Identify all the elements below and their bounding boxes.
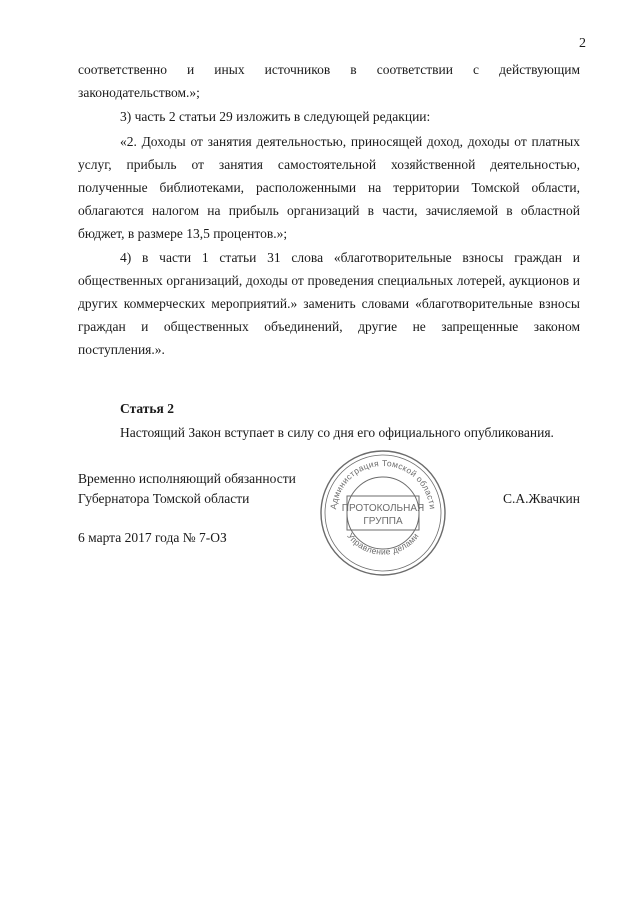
official-stamp <box>318 448 448 578</box>
signatory-position-line-1: Временно исполняющий обязанности <box>78 471 296 486</box>
page-number: 2 <box>579 36 586 51</box>
law-date-number: 6 марта 2017 года № 7-ОЗ <box>78 530 227 545</box>
article-2-text: Настоящий Закон вступает в силу со дня его официального опубликования. <box>120 425 554 440</box>
stamp-center-line-2: ГРУППА <box>363 516 403 527</box>
paragraph-item-4: 4) в части 1 статьи 31 слова «благотворительные взносы граждан и общественных организаций, доходы от проведения специальных лотерей, аукционов и других коммерческих мероприятий.» заменить словами «благотворительные взносы граждан и общественных объединений, другие не запрещенные законом поступления.». <box>78 250 580 357</box>
stamp-bottom-text: Управление делами <box>345 530 421 557</box>
signatory-position-line-2: Губернатора Томской области <box>78 491 250 506</box>
paragraph-item-3: 3) часть 2 статьи 29 изложить в следующей редакции: <box>120 109 431 124</box>
signatory-position <box>78 469 296 509</box>
paragraph-quoted-amendment: «2. Доходы от занятия деятельностью, приносящей доход, доходы от платных услуг, прибыль от занятия самостоятельной хозяйственной деятельностью, полученные библиотеками, расположенными на территории Томской области, облагаются налогом на прибыль организаций в части, зачисляемой в областной бюджет, в размере 13,5 процентов.»; <box>78 134 580 241</box>
article-2-heading: Статья 2 <box>120 401 174 416</box>
signatory-name: С.А.Жвачкин <box>502 491 580 506</box>
stamp-outer-text: Администрация Томской области <box>328 457 438 510</box>
paragraph-continuation: соответственно и иных источников в соответствии с действующим законодательством.»; <box>78 62 580 100</box>
stamp-center-line-1: ПРОТОКОЛЬНАЯ <box>341 503 425 514</box>
